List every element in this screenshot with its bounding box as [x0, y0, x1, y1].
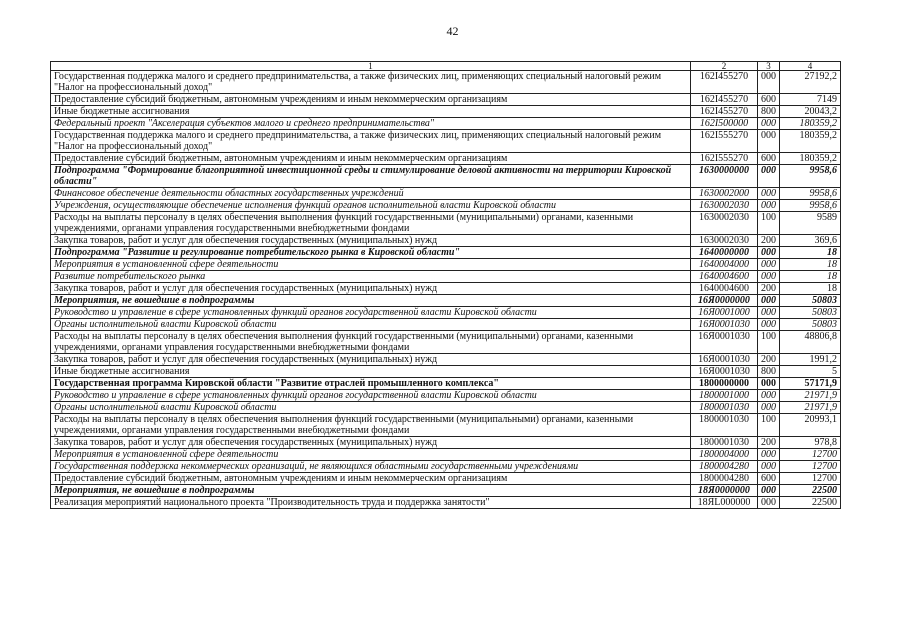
- row-name-cell: Предоставление субсидий бюджетным, автономным учреждениям и иным некоммерческим организациям: [51, 473, 691, 485]
- row-code-cell: 1630002000: [691, 188, 758, 200]
- row-code-cell: 162I455270: [691, 106, 758, 118]
- row-name-cell: Закупка товаров, работ и услуг для обеспечения государственных (муниципальных) нужд: [51, 437, 691, 449]
- row-name-cell: Государственная программа Кировской области "Развитие отраслей промышленного комплекса": [51, 378, 691, 390]
- row-code-cell: 1800004280: [691, 461, 758, 473]
- row-vr-cell: 100: [758, 212, 780, 235]
- row-code-cell: 162I455270: [691, 94, 758, 106]
- row-vr-cell: 800: [758, 366, 780, 378]
- row-amount-cell: 9958,6: [780, 188, 841, 200]
- table-row: [51, 354, 841, 366]
- table-row: [51, 71, 841, 94]
- row-amount-cell: 20993,1: [780, 414, 841, 437]
- row-code-cell: 1630002030: [691, 200, 758, 212]
- row-code-cell: 1640004600: [691, 283, 758, 295]
- row-amount-cell: 50803: [780, 307, 841, 319]
- row-code-cell: 162I555270: [691, 130, 758, 153]
- row-name-cell: Мероприятия, не вошедшие в подпрограммы: [51, 295, 691, 307]
- row-amount-cell: 1991,2: [780, 354, 841, 366]
- row-name-cell: Руководство и управление в сфере установленных функций органов государственной власти Кировской области: [51, 307, 691, 319]
- row-code-cell: 1630002030: [691, 212, 758, 235]
- row-amount-cell: 27192,2: [780, 71, 841, 94]
- row-vr-cell: 000: [758, 295, 780, 307]
- row-amount-cell: 978,8: [780, 437, 841, 449]
- table-row: [51, 461, 841, 473]
- row-code-cell: 16Я0001030: [691, 319, 758, 331]
- table-row: [51, 94, 841, 106]
- row-code-cell: 1640004000: [691, 259, 758, 271]
- row-amount-cell: 20043,2: [780, 106, 841, 118]
- row-code-cell: 16Я0001030: [691, 354, 758, 366]
- row-amount-cell: 7149: [780, 94, 841, 106]
- row-vr-cell: 000: [758, 200, 780, 212]
- row-amount-cell: 21971,9: [780, 390, 841, 402]
- table-row: [51, 188, 841, 200]
- table-row: [51, 200, 841, 212]
- row-amount-cell: 21971,9: [780, 402, 841, 414]
- table-row: [51, 390, 841, 402]
- row-vr-cell: 000: [758, 247, 780, 259]
- table-row: [51, 307, 841, 319]
- table-row: [51, 319, 841, 331]
- row-vr-cell: 000: [758, 130, 780, 153]
- table-row: [51, 473, 841, 485]
- row-amount-cell: 18: [780, 283, 841, 295]
- row-vr-cell: 000: [758, 390, 780, 402]
- row-amount-cell: 12700: [780, 461, 841, 473]
- row-vr-cell: 000: [758, 307, 780, 319]
- row-amount-cell: 12700: [780, 473, 841, 485]
- row-vr-cell: 200: [758, 235, 780, 247]
- table-row: [51, 402, 841, 414]
- row-name-cell: Иные бюджетные ассигнования: [51, 366, 691, 378]
- row-vr-cell: 600: [758, 94, 780, 106]
- row-name-cell: Закупка товаров, работ и услуг для обеспечения государственных (муниципальных) нужд: [51, 354, 691, 366]
- row-code-cell: 18Я0000000: [691, 485, 758, 497]
- row-name-cell: Развитие потребительского рынка: [51, 271, 691, 283]
- table-row: [51, 271, 841, 283]
- row-amount-cell: 9958,6: [780, 165, 841, 188]
- row-vr-cell: 100: [758, 331, 780, 354]
- row-name-cell: Государственная поддержка малого и среднего предпринимательства, а также физических лиц, применяющих специальный налоговый режим "Налог на профессиональный доход": [51, 71, 691, 94]
- row-code-cell: 16Я0001000: [691, 307, 758, 319]
- row-code-cell: 1800001030: [691, 437, 758, 449]
- row-vr-cell: 000: [758, 485, 780, 497]
- table-row: [51, 331, 841, 354]
- row-name-cell: Расходы на выплаты персоналу в целях обеспечения выполнения функций государственными (муниципальными) органами, казенными учреждениями, органами управления государственными внебюджетными фондами: [51, 414, 691, 437]
- table-row: [51, 247, 841, 259]
- row-code-cell: 1630002030: [691, 235, 758, 247]
- row-code-cell: 16Я0001030: [691, 331, 758, 354]
- table-row: [51, 414, 841, 437]
- row-name-cell: Руководство и управление в сфере установленных функций органов государственной власти Кировской области: [51, 390, 691, 402]
- row-amount-cell: 50803: [780, 319, 841, 331]
- table-row: [51, 295, 841, 307]
- row-name-cell: Учреждения, осуществляющие обеспечение исполнения функций органов исполнительной власти Кировской области: [51, 200, 691, 212]
- row-vr-cell: 000: [758, 461, 780, 473]
- row-code-cell: 162I500000: [691, 118, 758, 130]
- column-header-1: 1: [51, 62, 691, 71]
- row-vr-cell: 000: [758, 188, 780, 200]
- table-header: [51, 62, 841, 71]
- row-code-cell: 162I555270: [691, 153, 758, 165]
- row-name-cell: Государственная поддержка малого и среднего предпринимательства, а также физических лиц, применяющих специальный налоговый режим "Налог на профессиональный доход": [51, 130, 691, 153]
- row-code-cell: 16Я0001030: [691, 366, 758, 378]
- table-row: [51, 437, 841, 449]
- table-row: [51, 449, 841, 461]
- row-code-cell: 1800004000: [691, 449, 758, 461]
- row-name-cell: Реализация мероприятий национального проекта "Производительность труда и поддержка занятости": [51, 497, 691, 509]
- row-name-cell: Подпрограмма "Формирование благоприятной инвестиционной среды и стимулирование деловой активности на территории Кировской области": [51, 165, 691, 188]
- row-amount-cell: 9589: [780, 212, 841, 235]
- table-row: [51, 106, 841, 118]
- row-code-cell: 16Я0000000: [691, 295, 758, 307]
- row-amount-cell: 5: [780, 366, 841, 378]
- row-vr-cell: 000: [758, 449, 780, 461]
- table-row: [51, 259, 841, 271]
- row-name-cell: Федеральный проект "Акселерация субъектов малого и среднего предпринимательства": [51, 118, 691, 130]
- row-vr-cell: 000: [758, 259, 780, 271]
- budget-table: [50, 61, 841, 509]
- row-name-cell: Мероприятия в установленной сфере деятельности: [51, 259, 691, 271]
- row-code-cell: 18ЯL000000: [691, 497, 758, 509]
- row-name-cell: Государственная поддержка некоммерческих организаций, не являющихся областными государственными учреждениями: [51, 461, 691, 473]
- row-vr-cell: 200: [758, 283, 780, 295]
- row-code-cell: 1800000000: [691, 378, 758, 390]
- row-amount-cell: 18: [780, 247, 841, 259]
- row-amount-cell: 22500: [780, 485, 841, 497]
- table-row: [51, 165, 841, 188]
- row-code-cell: 1800001030: [691, 402, 758, 414]
- row-code-cell: 1800001000: [691, 390, 758, 402]
- row-name-cell: Финансовое обеспечение деятельности областных государственных учреждений: [51, 188, 691, 200]
- table-row: [51, 497, 841, 509]
- row-amount-cell: 50803: [780, 295, 841, 307]
- row-name-cell: Мероприятия, не вошедшие в подпрограммы: [51, 485, 691, 497]
- row-amount-cell: 12700: [780, 449, 841, 461]
- table-row: [51, 212, 841, 235]
- row-name-cell: Предоставление субсидий бюджетным, автономным учреждениям и иным некоммерческим организациям: [51, 94, 691, 106]
- row-vr-cell: 600: [758, 153, 780, 165]
- row-name-cell: Подпрограмма "Развитие и регулирование потребительского рынка в Кировской области": [51, 247, 691, 259]
- row-name-cell: Иные бюджетные ассигнования: [51, 106, 691, 118]
- row-name-cell: Закупка товаров, работ и услуг для обеспечения государственных (муниципальных) нужд: [51, 235, 691, 247]
- row-vr-cell: 000: [758, 497, 780, 509]
- row-vr-cell: 000: [758, 71, 780, 94]
- table-row: [51, 153, 841, 165]
- row-name-cell: Закупка товаров, работ и услуг для обеспечения государственных (муниципальных) нужд: [51, 283, 691, 295]
- row-name-cell: Органы исполнительной власти Кировской области: [51, 402, 691, 414]
- column-header-2: 2: [691, 62, 758, 71]
- row-amount-cell: 18: [780, 259, 841, 271]
- row-code-cell: 1640004600: [691, 271, 758, 283]
- page-number: 42: [446, 24, 459, 38]
- row-name-cell: Мероприятия в установленной сфере деятельности: [51, 449, 691, 461]
- row-code-cell: 1800004280: [691, 473, 758, 485]
- row-amount-cell: 18: [780, 271, 841, 283]
- table-row: [51, 378, 841, 390]
- table-row: [51, 366, 841, 378]
- row-code-cell: 162I455270: [691, 71, 758, 94]
- row-vr-cell: 000: [758, 118, 780, 130]
- row-vr-cell: 000: [758, 165, 780, 188]
- table-row: [51, 235, 841, 247]
- row-amount-cell: 180359,2: [780, 118, 841, 130]
- row-amount-cell: 22500: [780, 497, 841, 509]
- table-row: [51, 283, 841, 295]
- row-amount-cell: 57171,9: [780, 378, 841, 390]
- row-vr-cell: 800: [758, 106, 780, 118]
- row-amount-cell: 369,6: [780, 235, 841, 247]
- row-amount-cell: 9958,6: [780, 200, 841, 212]
- row-name-cell: Расходы на выплаты персоналу в целях обеспечения выполнения функций государственными (муниципальными) органами, казенными учреждениями, органами управления государственными внебюджетными фондами: [51, 331, 691, 354]
- row-name-cell: Предоставление субсидий бюджетным, автономным учреждениям и иным некоммерческим организациям: [51, 153, 691, 165]
- row-vr-cell: 200: [758, 437, 780, 449]
- row-vr-cell: 000: [758, 319, 780, 331]
- row-code-cell: 1640000000: [691, 247, 758, 259]
- table-row: [51, 485, 841, 497]
- table-row: [51, 130, 841, 153]
- table-row: [51, 118, 841, 130]
- row-vr-cell: 600: [758, 473, 780, 485]
- row-code-cell: 1800001030: [691, 414, 758, 437]
- row-amount-cell: 180359,2: [780, 153, 841, 165]
- row-vr-cell: 000: [758, 271, 780, 283]
- row-amount-cell: 180359,2: [780, 130, 841, 153]
- table-body: [51, 71, 841, 509]
- row-name-cell: Органы исполнительной власти Кировской области: [51, 319, 691, 331]
- row-vr-cell: 100: [758, 414, 780, 437]
- row-amount-cell: 48806,8: [780, 331, 841, 354]
- row-code-cell: 1630000000: [691, 165, 758, 188]
- row-name-cell: Расходы на выплаты персоналу в целях обеспечения выполнения функций государственными (муниципальными) органами, казенными учреждениями, органами управления государственными внебюджетными фондами: [51, 212, 691, 235]
- row-vr-cell: 200: [758, 354, 780, 366]
- column-number-row: [51, 62, 841, 71]
- column-header-4: 4: [780, 62, 841, 71]
- row-vr-cell: 000: [758, 378, 780, 390]
- column-header-3: 3: [758, 62, 780, 71]
- row-vr-cell: 000: [758, 402, 780, 414]
